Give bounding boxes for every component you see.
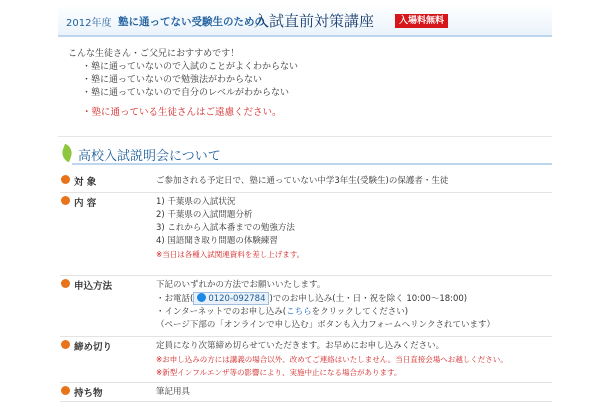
- info-row-belongings: [60, 383, 552, 402]
- phone-number-link[interactable]: [193, 292, 269, 305]
- leaf-icon: [60, 144, 75, 162]
- content-note: ※当日は各種入試関連資料を差し上げます。: [156, 250, 305, 259]
- phone-icon: [197, 293, 206, 302]
- label-text: 申込方法: [74, 281, 113, 292]
- banner-subtitle: 塾に通ってない受験生のための: [118, 16, 265, 28]
- label-text: 内 容: [74, 198, 97, 209]
- divider: [58, 136, 552, 137]
- phone-number: 0120-092784: [208, 294, 266, 304]
- intro-item: ・塾に通っていないので自分のレベルがわからない: [82, 88, 290, 98]
- section-title: 高校入試説明会について: [78, 149, 221, 164]
- bullet-icon: [61, 196, 70, 205]
- belongings-text: 筆記用具: [156, 387, 191, 397]
- page: [58, 0, 552, 400]
- info-table: [60, 172, 552, 402]
- web-apply-link[interactable]: こちら: [286, 307, 312, 317]
- bullet-icon: [61, 340, 70, 349]
- banner-year: 2012年度: [66, 18, 112, 29]
- apply-web-note: （ページ下部の「オンラインで申し込む」ボタンも入力フォームへリンクされています）: [156, 320, 495, 330]
- header-banner: [58, 5, 552, 37]
- row-label: [60, 174, 148, 186]
- section-rule: [72, 163, 552, 165]
- content-item: 2) 千葉県の入試問題分析: [156, 210, 253, 220]
- deadline-note: ※新型インフルエンザ等の影響により、実施中止になる場合があります。: [156, 368, 402, 377]
- row-content: [156, 193, 552, 264]
- intro-item: ・塾に通っていないので勉強法がわからない: [82, 75, 263, 85]
- phone-suffix: )でのお申し込み(土・日・祝を除く 10:00～18:00): [269, 294, 468, 304]
- row-label: [60, 195, 148, 207]
- label-text: 対 象: [74, 177, 97, 188]
- row-content: [156, 383, 552, 402]
- intro-lead: こんな生徒さん・ご父兄におすすめです！: [68, 49, 240, 59]
- intro-item: ・塾に通っていないので入試のことがよくわからない: [82, 62, 299, 72]
- deadline-note: ※お申し込みの方には講義の場合以外、改めてご連絡はいたしません。当日直接会場へお越しください。: [156, 355, 508, 364]
- row-label: [60, 385, 148, 397]
- apply-phone-line: [156, 292, 552, 306]
- apply-lead: 下記のいずれかの方法でお願いいたします。: [156, 280, 326, 290]
- row-label: [60, 278, 148, 290]
- phone-prefix: ・お電話(: [156, 294, 194, 304]
- info-row-apply: [60, 276, 552, 337]
- row-content: [156, 337, 552, 382]
- content-item: 3) これから入試本番までの勉強方法: [156, 223, 295, 233]
- content-item: 4) 国語聞き取り問題の体験練習: [156, 236, 278, 246]
- free-admission-badge: 入場料無料: [395, 14, 448, 28]
- label-text: 締め切り: [74, 342, 113, 353]
- web-suffix: をクリックしてください): [311, 307, 409, 317]
- web-prefix: ・インターネットでのお申し込み(: [156, 307, 287, 317]
- apply-web-line: [156, 306, 552, 319]
- bullet-icon: [61, 279, 70, 288]
- deadline-text: 定員になり次第締め切らせていただきます。お早めにお申し込みください。: [156, 341, 445, 351]
- content-item: 1) 千葉県の入試状況: [156, 197, 236, 207]
- info-row-content: [60, 193, 552, 276]
- bullet-icon: [61, 175, 70, 184]
- intro-warning: ・塾に通っている生徒さんはご遠慮ください。: [82, 107, 282, 118]
- intro-block: [68, 48, 298, 119]
- row-label: [60, 339, 148, 351]
- section-heading: [58, 143, 552, 165]
- row-content: [156, 276, 552, 335]
- row-content: [156, 172, 552, 191]
- info-row-target: [60, 172, 552, 193]
- bullet-icon: [61, 386, 70, 395]
- target-text: ご参加される予定日で、塾に通っていない中学3年生(受験生)の保護者・生徒: [156, 176, 449, 186]
- banner-title: 入試直前対策講座: [254, 12, 375, 30]
- info-row-deadline: [60, 337, 552, 383]
- label-text: 持ち物: [74, 388, 103, 399]
